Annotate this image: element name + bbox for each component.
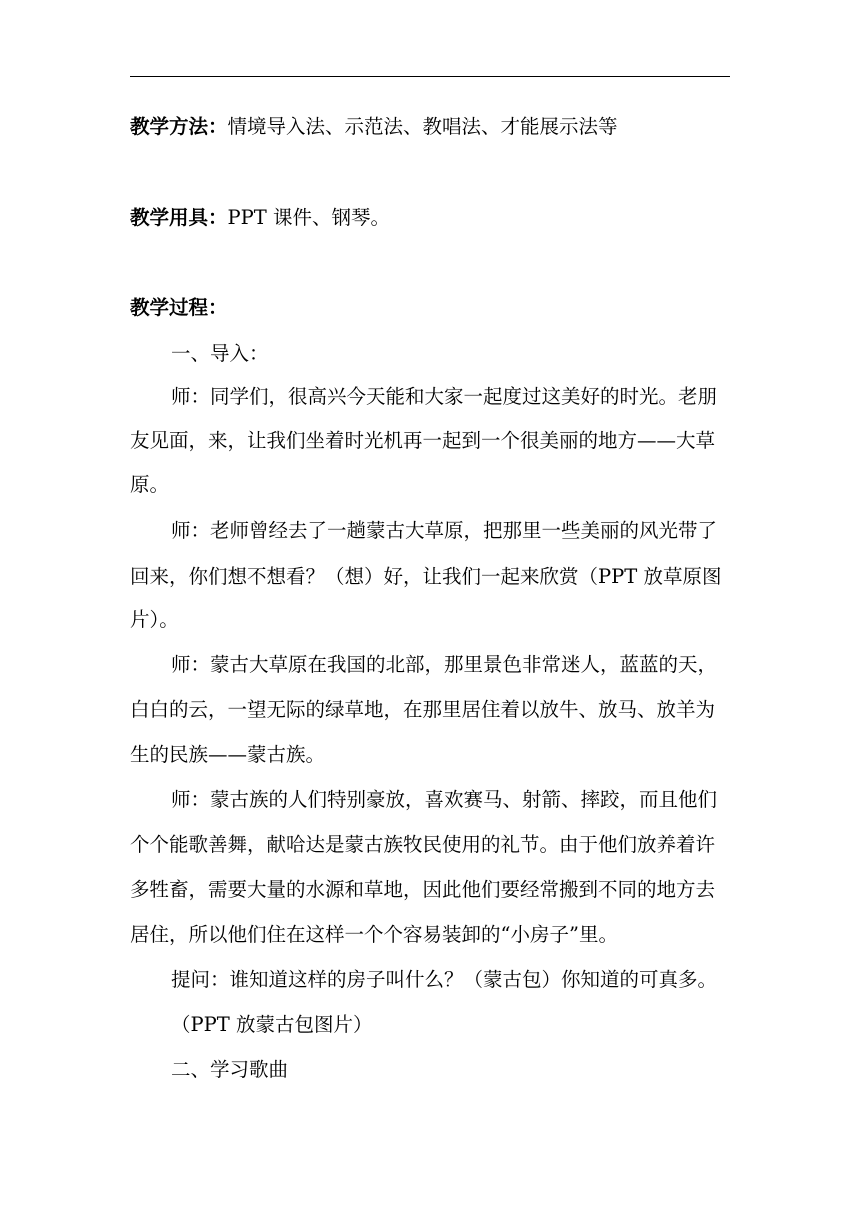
para2-line: 师：老师曾经去了一趟蒙古大草原，把那里一些美丽的风光带了 [171,519,718,542]
methods-line [130,114,740,140]
para2-line: 片）。 [130,608,179,631]
para3-line: 师：蒙古大草原在我国的北部，那里景色非常迷人，蓝蓝的天， [171,653,718,676]
tools-label: 教学用具： [130,206,228,229]
para4-line: 个个能歌善舞，献哈达是蒙古族牧民使用的礼节。由于他们放养着许 [130,833,716,856]
section2-title: 二、学习歌曲 [171,1058,289,1081]
section1-title: 一、导入： [171,342,269,365]
para4-line: 居住，所以他们住在这样一个个容易装卸的“小房子”里。 [130,923,618,946]
header-rule [130,76,730,77]
process-label: 教学过程： [130,296,228,319]
para3-line: 白白的云，一望无际的绿草地，在那里居住着以放牛、放马、放羊为 [130,698,716,721]
para1-line: 原。 [130,473,170,496]
methods-value: 情境导入法、示范法、教唱法、才能展示法等 [227,115,618,138]
para4-line: 多牲畜，需要大量的水源和草地，因此他们要经常搬到不同的地方去 [130,878,716,901]
methods-label: 教学方法： [130,115,228,138]
para3-line: 生的民族——蒙古族。 [130,743,326,766]
ppt-note: （PPT 放蒙古包图片） [171,1013,373,1036]
tools-line [130,205,740,231]
para4-line: 师：蒙古族的人们特别豪放，喜欢赛马、射箭、摔跤，而且他们 [171,788,718,811]
tools-value: PPT 课件、钢琴。 [227,206,390,229]
para1-line: 友见面，来，让我们坐着时光机再一起到一个很美丽的地方——大草 [130,429,716,452]
para2-line: 回来，你们想不想看？（想）好，让我们一起来欣赏（PPT 放草原图 [130,565,722,588]
para1-line: 师：同学们，很高兴今天能和大家一起度过这美好的时光。老朋 [171,385,718,408]
question-line: 提问：谁知道这样的房子叫什么？（蒙古包）你知道的可真多。 [171,968,718,991]
